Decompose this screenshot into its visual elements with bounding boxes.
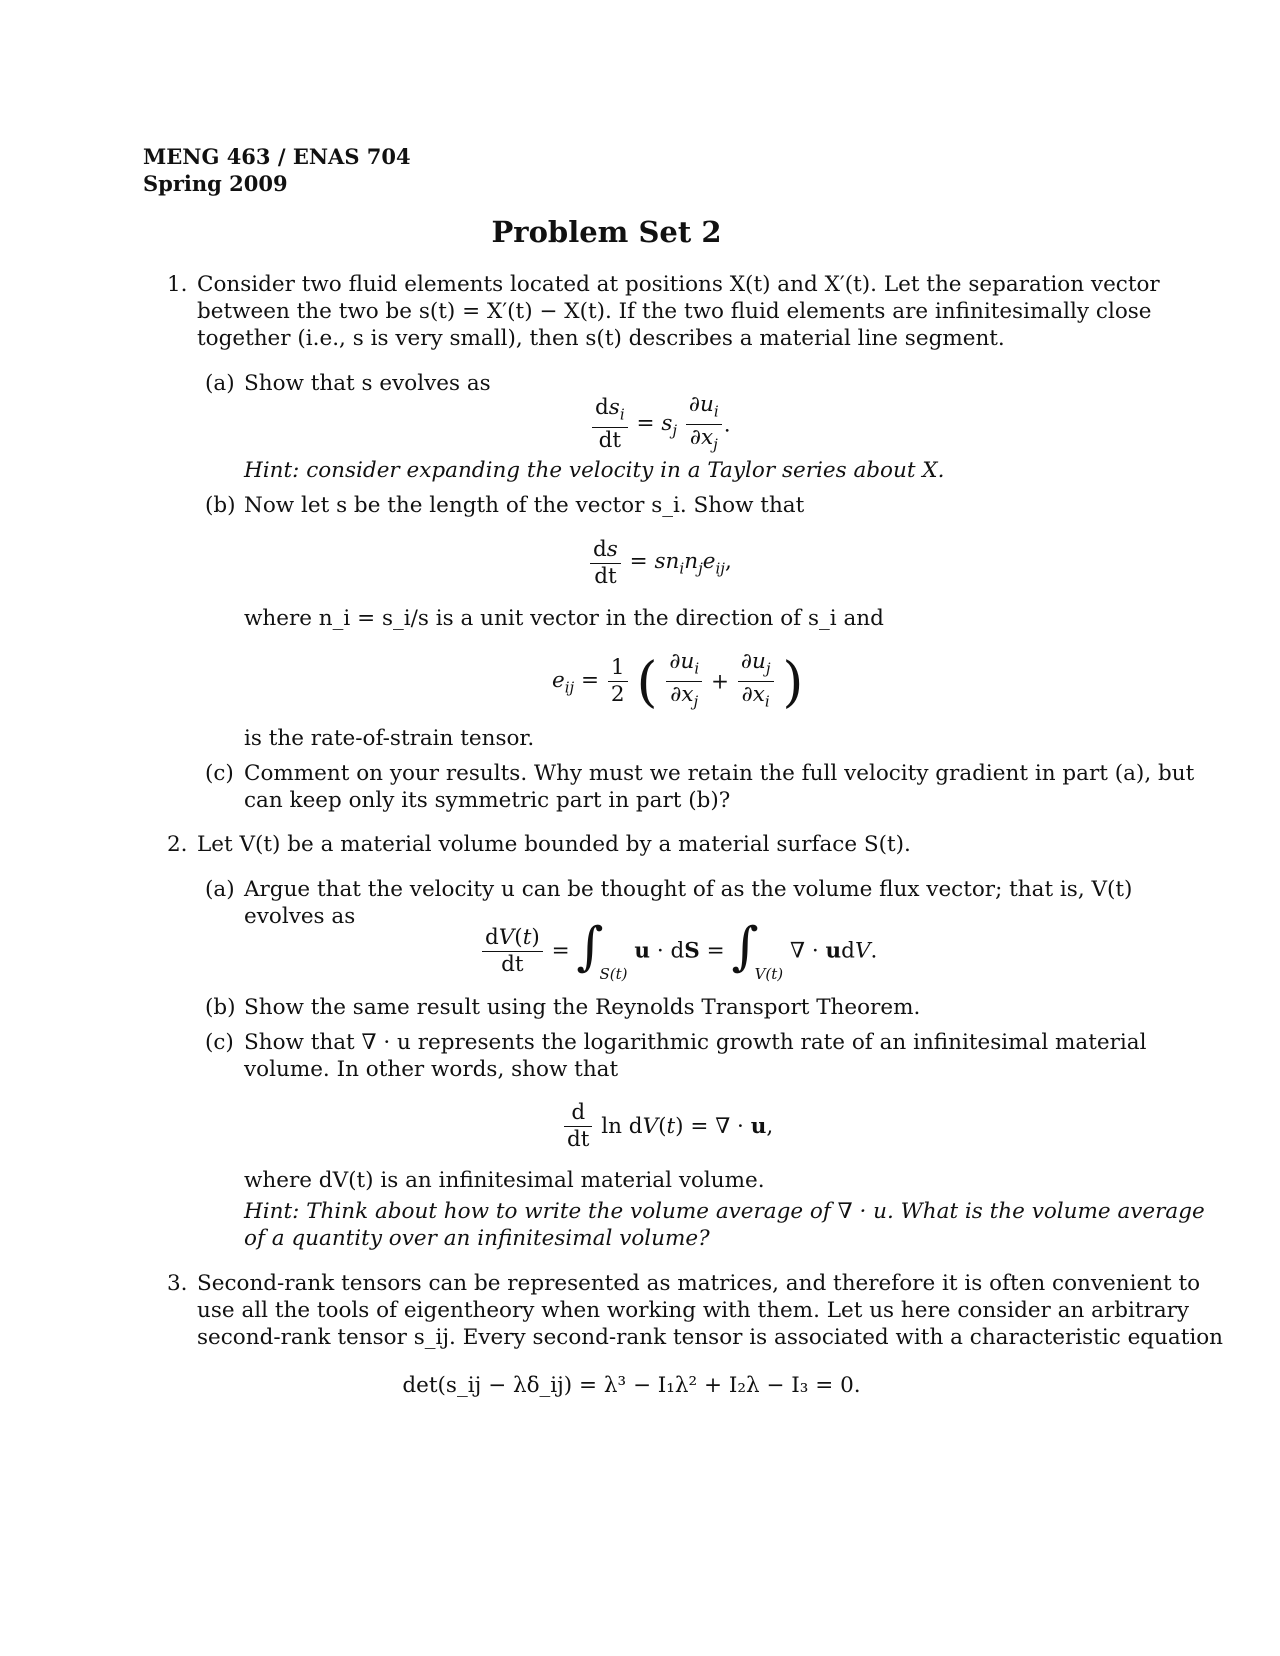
term: Spring 2009 bbox=[143, 171, 288, 196]
equation-strain: $e_{ij}$ = $\frac{1}{2}$ ( $\frac{\partial u_i}{\partial x_j}$ + $\frac{\partial u_j}{\partial x_i}$ ) bbox=[552, 649, 804, 714]
part-text: Show that s evolves as bbox=[244, 371, 491, 396]
part-text: evolves as bbox=[244, 904, 356, 929]
equation-2a: $\frac{dV(t)}{dt}$ = ∫S(t) u · dS = ∫V(t) ∇ · udV. bbox=[480, 921, 877, 983]
problem-text: Consider two fluid elements located at positions X(t) and X′(t). Let the separation vector bbox=[197, 272, 1160, 297]
part-label: (c) bbox=[205, 1030, 234, 1055]
part-label: (b) bbox=[205, 493, 236, 518]
part-text: Now let s be the length of the vector s_i. Show that bbox=[244, 493, 805, 518]
problem-text: Second-rank tensors can be represented as matrices, and therefore it is often convenient to bbox=[197, 1271, 1201, 1296]
part-label: (b) bbox=[205, 995, 236, 1020]
part-label: (a) bbox=[205, 877, 235, 902]
equation-1a: $\frac{ds_i}{dt}$ = $s_j$ $\frac{\partial u_i}{\partial x_j}$ . bbox=[590, 392, 731, 458]
page-title: Problem Set 2 bbox=[491, 215, 722, 249]
course-code: MENG 463 / ENAS 704 bbox=[143, 144, 411, 169]
hint: of a quantity over an infinitesimal volume? bbox=[244, 1226, 710, 1251]
part-text: Comment on your results. Why must we retain the full velocity gradient in part (a), but bbox=[244, 761, 1195, 786]
hint: Hint: consider expanding the velocity in a Taylor series about X. bbox=[244, 458, 945, 483]
part-text: Argue that the velocity u can be thought of as the volume flux vector; that is, V(t) bbox=[244, 877, 1133, 902]
part-label: (a) bbox=[205, 371, 235, 396]
problem-number: 2. bbox=[167, 832, 188, 857]
part-text: can keep only its symmetric part in part (b)? bbox=[244, 788, 731, 813]
hint: Hint: Think about how to write the volume average of ∇ · u. What is the volume average bbox=[244, 1199, 1205, 1224]
part-text: where n_i = s_i/s is a unit vector in the direction of s_i and bbox=[244, 606, 884, 631]
part-text: Show the same result using the Reynolds Transport Theorem. bbox=[244, 995, 921, 1020]
equation-1b: $\frac{ds}{dt}$ = $sn_in_je_{ij}$, bbox=[588, 537, 732, 590]
problem-number: 3. bbox=[167, 1271, 188, 1296]
part-text: is the rate-of-strain tensor. bbox=[244, 726, 535, 751]
characteristic-equation: det(s_ij − λδ_ij) = λ³ − I₁λ² + I₂λ − I₃ = 0. bbox=[402, 1373, 861, 1398]
problem-text: between the two be s(t) = X′(t) − X(t). If the two fluid elements are infinitesimally close bbox=[197, 299, 1152, 324]
part-text: volume. In other words, show that bbox=[244, 1057, 619, 1082]
problem-text: second-rank tensor s_ij. Every second-rank tensor is associated with a characteristic equation bbox=[197, 1325, 1224, 1350]
problem-text: use all the tools of eigentheory when working with them. Let us here consider an arbitrary bbox=[197, 1298, 1190, 1323]
part-label: (c) bbox=[205, 761, 234, 786]
problem-number: 1. bbox=[167, 272, 188, 297]
equation-2c: $\frac{d}{dt}$ ln dV(t) = ∇ · u, bbox=[562, 1100, 773, 1153]
problem-text: Let V(t) be a material volume bounded by a material surface S(t). bbox=[197, 832, 911, 857]
part-text: where dV(t) is an infinitesimal material volume. bbox=[244, 1168, 765, 1193]
part-text: Show that ∇ · u represents the logarithmic growth rate of an infinitesimal material bbox=[244, 1030, 1147, 1055]
problem-text: together (i.e., s is very small), then s(t) describes a material line segment. bbox=[197, 326, 1005, 351]
